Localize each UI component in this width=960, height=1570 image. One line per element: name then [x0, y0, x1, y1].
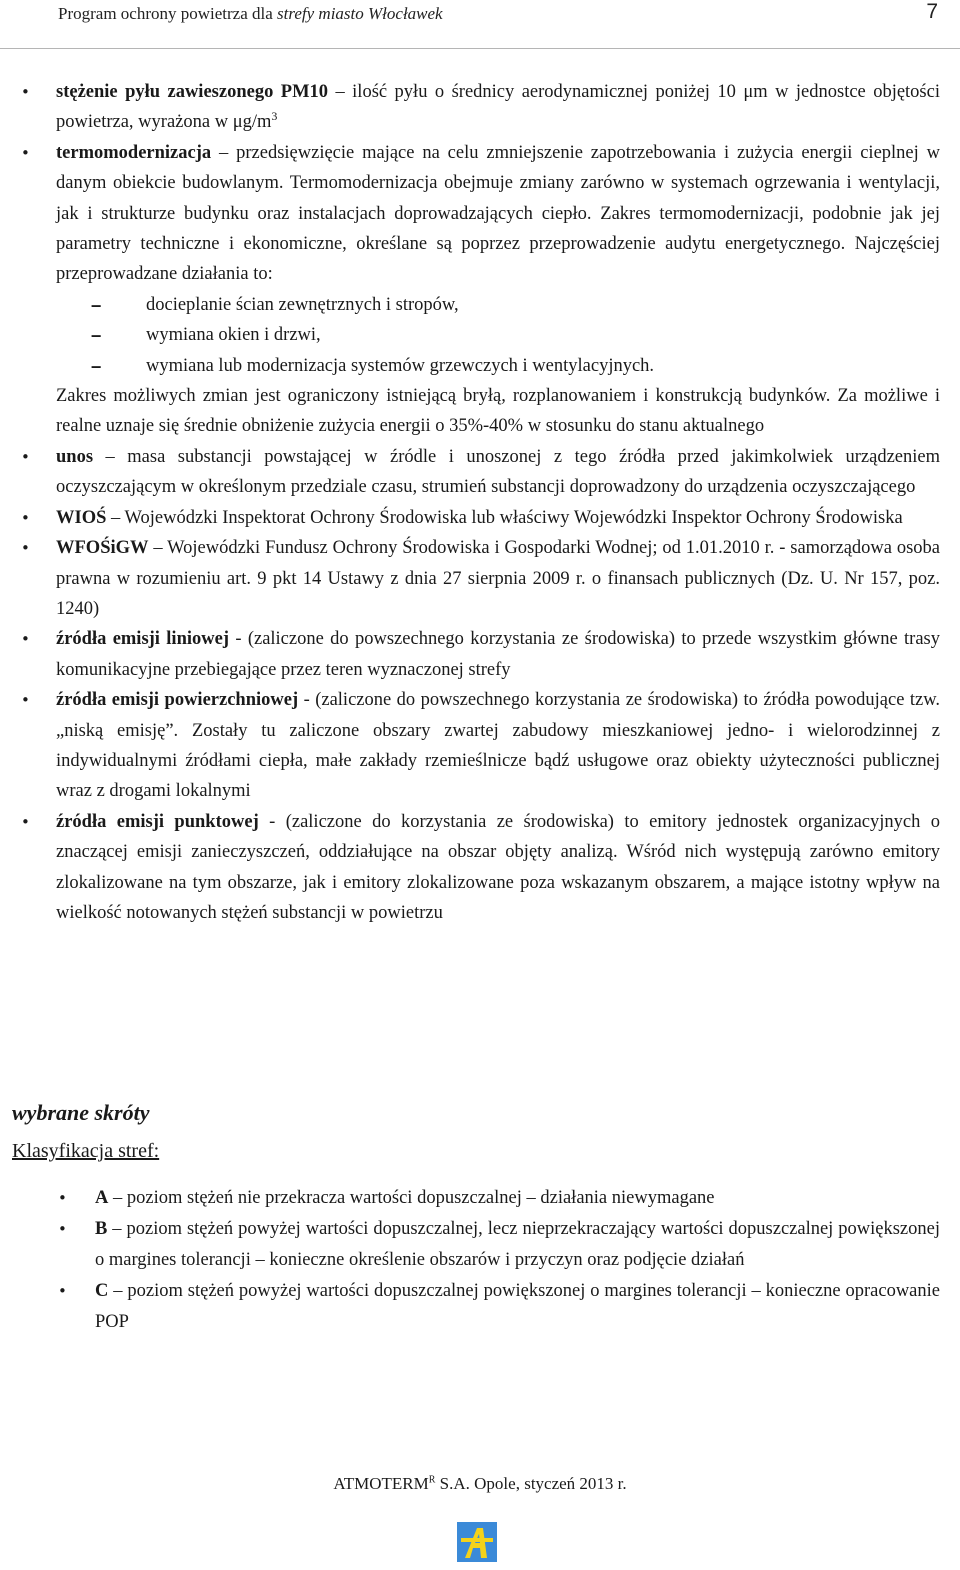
zone-class-c: • C – poziom stężeń powyżej wartości dopuszczalnej powiększonej o margines tolerancji – konieczne opracowanie POP — [95, 1276, 940, 1337]
zone-class-a: • A – poziom stężeń nie przekracza wartości dopuszczalnej – działania niewymagane — [95, 1183, 940, 1213]
definition-wios: • WIOŚ – Wojewódzki Inspektorat Ochrony Środowiska lub właściwy Wojewódzki Inspektor Ochrony Środowiska — [56, 503, 940, 533]
definition-pm10: • stężenie pyłu zawieszonego PM10 – ilość pyłu o średnicy aerodynamicznej poniżej 10 μm w jednostce objętości powietrza, wyrażona w $\mu g/m^3$ — [56, 77, 940, 138]
zone-classification-list — [95, 1183, 940, 1338]
definition-termomodernizacja: • termomodernizacja – przedsięwzięcie mające na celu zmniejszenie zapotrzebowania i zużycia energii cieplnej w danym obiekcie budowlanym. Termomodernizacja obejmuje zmiany zarówno w systemach ogrzewania i wentylacji, jak i strukturze budynku oraz instalacjach doprowadzających ciepło. Zakres termomodernizacji, podobnie jak jej parametry techniczne i ekonomiczne, określane są poprzez przeprowadzenie audytu energetycznego. Najczęściej przeprowadzane działania to: — [56, 138, 940, 290]
definition-zrodla-liniowe: • źródła emisji liniowej - (zaliczone do powszechnego korzystania ze środowiska) to przede wszystkim główne trasy komunikacyjne przebiegające przez teren wyznaczonej strefy — [56, 624, 940, 685]
term-unos: unos — [56, 446, 94, 467]
page-header — [0, 0, 960, 49]
list-item: – wymiana okien i drzwi, — [56, 320, 940, 350]
term-wios: WIOŚ — [56, 507, 107, 528]
zone-class-letter: C — [95, 1281, 109, 1302]
zone-class-letter: A — [95, 1188, 109, 1208]
definition-unos: • unos – masa substancji powstającej w źródle i unoszonej z tego źródła przed jakimkolwiek urządzeniem oczyszczającym w określonym przedziale czasu, strumień substancji doprowadzony do urządzenia oczyszczającego — [56, 442, 940, 503]
term-wfosigw: WFOŚiGW — [56, 538, 149, 559]
atmoterm-logo-icon — [457, 1522, 497, 1562]
definition-zrodla-powierzchniowe: • źródła emisji powierzchniowej - (zaliczone do powszechnego korzystania ze środowiska) to źródła powodujące tzw. „niską emisję”. Zostały tu zaliczone obszary zwartej zabudowy mieszkaniowej jedno- i wielorodzinnej z indywidualnymi źródłami ciepła, małe zakłady rzemieślnicze bądź usługowe oraz obiekty użyteczności publicznej wraz z drogami lokalnymi — [56, 685, 940, 807]
list-item: – wymiana lub modernizacja systemów grzewczych i wentylacyjnych. — [56, 351, 940, 381]
zone-class-letter: B — [95, 1219, 108, 1240]
registered-mark: R — [428, 1474, 436, 1486]
term-pm10: stężenie pyłu zawieszonego PM10 — [56, 82, 329, 102]
termomodernizacja-note: Zakres możliwych zmian jest ograniczony istniejącą bryłą, rozplanowaniem i konstrukcją budynków. Za możliwe i realne uznaje się średnie obniżenie zużycia energii o 35%-40% w stosunku do stanu aktualnego — [56, 386, 940, 437]
zone-class-b: • B – poziom stężeń powyżej wartości dopuszczalnej, lecz nieprzekraczający wartości dopuszczalnej powiększonej o margines tolerancji – konieczne określenie obszarów i przyczyn oraz podjęcie działań — [95, 1214, 940, 1275]
list-item: – docieplanie ścian zewnętrznych i stropów, — [56, 290, 940, 320]
zone-classification-title: Klasyfikacja stref: — [12, 1140, 160, 1162]
header-title: Program ochrony powietrza dla strefy miasto Włocławek — [58, 4, 443, 23]
term-termomodernizacja: termomodernizacja — [56, 142, 212, 163]
definition-wfosigw: • WFOŚiGW – Wojewódzki Fundusz Ochrony Środowiska i Gospodarki Wodnej; od 1.01.2010 r. - samorządowa osoba prawna w rozumieniu art. 9 pkt 14 Ustawy z dnia 27 sierpnia 2009 r. o finansach publicznych (Dz. U. Nr 157, poz. 1240) — [56, 533, 940, 624]
term-zrodla-powierzchniowe: źródła emisji powierzchniowej — [56, 690, 299, 711]
term-zrodla-punktowe: źródła emisji punktowej — [56, 811, 259, 832]
section-title-abbreviations: wybrane skróty — [12, 1100, 150, 1125]
term-zrodla-liniowe: źródła emisji liniowej — [56, 629, 229, 650]
definition-zrodla-punktowe: • źródła emisji punktowej - (zaliczone do korzystania ze środowiska) to emitory jednostek organizacyjnych o znaczącej emisji zanieczyszczeń, oddziałujące na obszar objęty analizą. Wśród nich występują zarówno emitory zlokalizowane na tym obszarze, jak i emitory zlokalizowane poza wskazanym obszarem, a mające istotny wpływ na wielkość notowanych stężeń substancji w powietrzu — [56, 807, 940, 929]
page-footer: $ATMOTERM^R$ S.A. Opole, styczeń 2013 r. — [333, 1474, 627, 1493]
termomodernizacja-actions-list — [56, 290, 940, 381]
definitions-list — [56, 77, 940, 928]
page-number: 7 — [926, 0, 938, 23]
